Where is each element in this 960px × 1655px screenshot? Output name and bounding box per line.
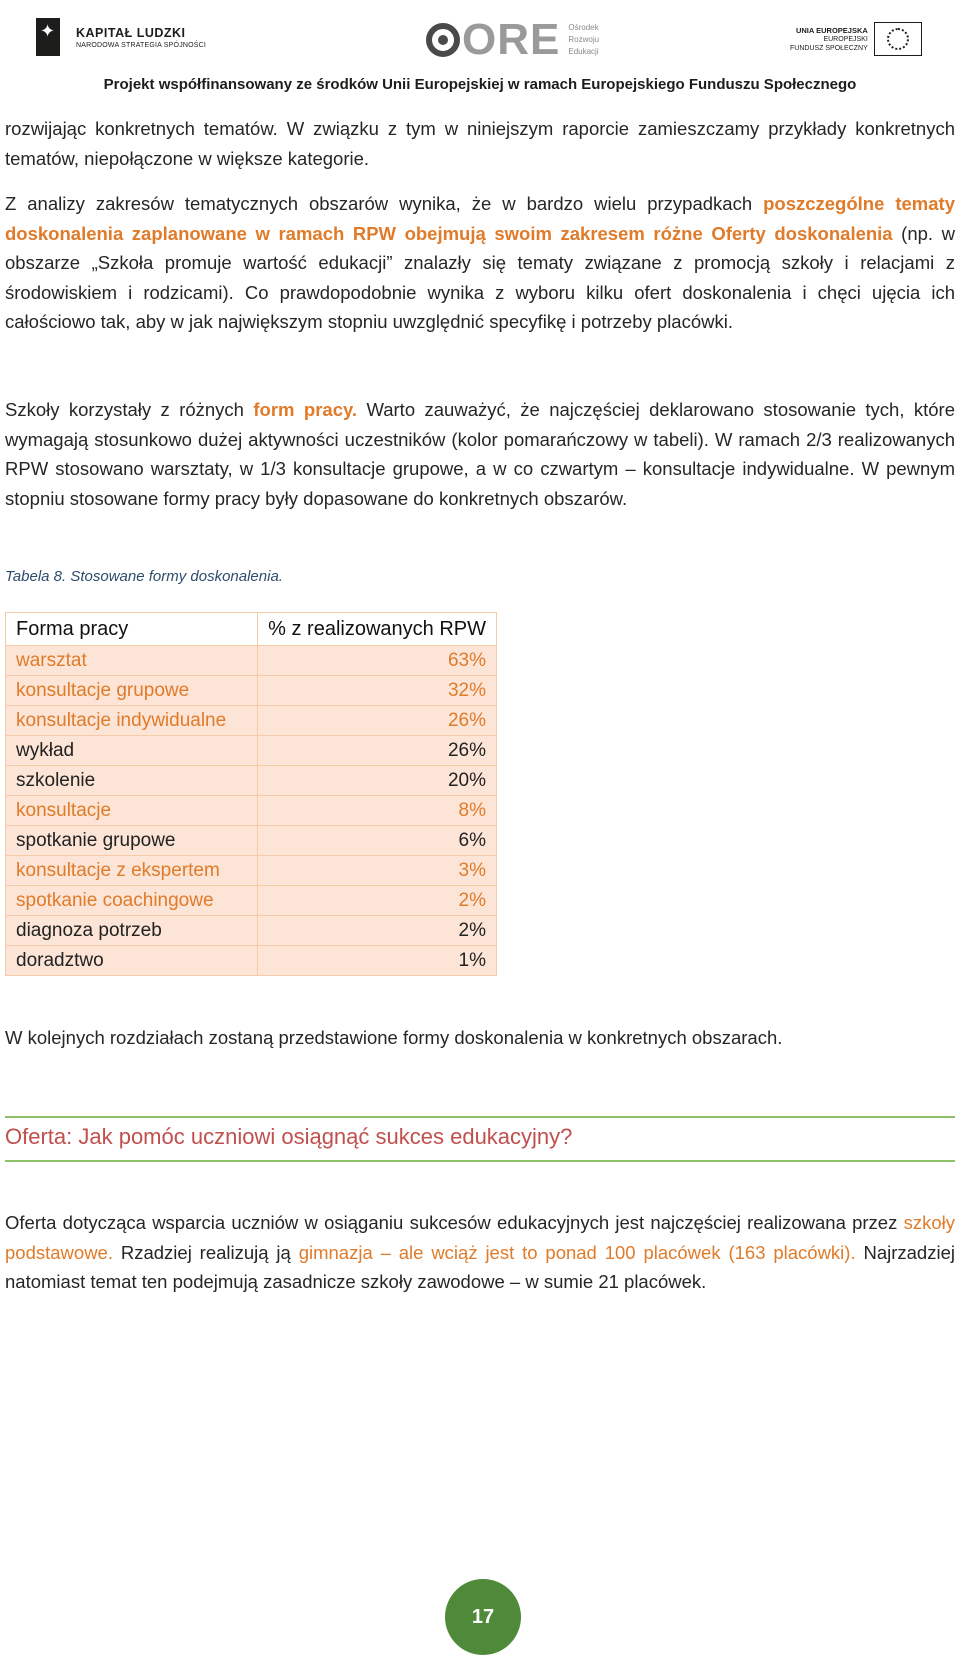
paragraph-2: Z analizy zakresów tematycznych obszarów wynika, że w bardzo wielu przypadkach poszczególne tematy doskonalenia zaplanowane w ramach RPW obejmują swoim zakresem różne Oferty doskonalenia (np. w obszarze „Szkoła promuje wartość edukacji” znalazły się tematy związane z promocją szkoły i relacjami z środowiskiem i rodzicami). Co prawdopodobnie wynika z wyboru kilku ofert doskonalenia i chęci ujęcia ich całościowo tak, aby w jak największym stopniu uwzględnić specyfikę i potrzeby placówki. xyxy=(5,193,955,332)
table-row xyxy=(6,886,497,916)
form-cell: spotkanie coachingowe xyxy=(6,886,258,916)
form-cell: diagnoza potrzeb xyxy=(6,916,258,946)
form-cell: konsultacje xyxy=(6,796,258,826)
percent-cell: 8% xyxy=(258,796,497,826)
highlight-text: szkoły podstawowe. xyxy=(5,1212,955,1263)
percent-cell: 3% xyxy=(258,856,497,886)
column-header-form: Forma pracy xyxy=(6,613,258,646)
table-row xyxy=(6,946,497,976)
form-cell: wykład xyxy=(6,736,258,766)
table-row xyxy=(6,796,497,826)
page-number-badge: 17 xyxy=(445,1579,521,1655)
percent-cell: 2% xyxy=(258,916,497,946)
percent-cell: 20% xyxy=(258,766,497,796)
table-caption: Tabela 8. Stosowane formy doskonalenia. xyxy=(5,568,283,585)
eu-logo-text: UNIA EUROPEJSKA EUROPEJSKI FUNDUSZ SPOŁECZNY xyxy=(790,25,868,52)
percent-cell: 6% xyxy=(258,826,497,856)
percent-cell: 26% xyxy=(258,736,497,766)
kl-logo-title: KAPITAŁ LUDZKI xyxy=(76,25,186,40)
section-heading: Oferta: Jak pomóc uczniowi osiągnąć sukces edukacyjny? xyxy=(5,1124,573,1149)
table-row xyxy=(6,676,497,706)
form-cell: szkolenie xyxy=(6,766,258,796)
percent-cell: 32% xyxy=(258,676,497,706)
paragraph-1: rozwijając konkretnych tematów. W związku z tym w niniejszym raporcie zamieszczamy przykłady konkretnych tematów, niepołączone w większe kategorie. xyxy=(5,118,955,169)
table-row xyxy=(6,736,497,766)
form-cell: konsultacje z ekspertem xyxy=(6,856,258,886)
work-forms-table xyxy=(5,612,497,976)
table-row xyxy=(6,766,497,796)
eu-logo xyxy=(790,22,922,56)
table-row xyxy=(6,856,497,886)
column-header-percent: % z realizowanych RPW xyxy=(258,613,497,646)
percent-cell: 26% xyxy=(258,706,497,736)
ore-logo xyxy=(426,15,600,64)
percent-cell: 2% xyxy=(258,886,497,916)
paragraph-3: Szkoły korzystały z różnych form pracy. Warto zauważyć, że najczęściej deklarowano stosowanie tych, które wymagają stosunkowo dużej aktywności uczestników (kolor pomarańczowy w tabeli). W ramach 2/3 realizowanych RPW stosowano warsztaty, w 1/3 konsultacje grupowe, a w co czwartym – konsultacje indywidualne. W pewnym stopniu stosowane formy pracy były dopasowane do konkretnych obszarów. xyxy=(5,399,955,509)
table-row xyxy=(6,826,497,856)
paragraph-4: W kolejnych rozdziałach zostaną przedstawione formy doskonalenia w konkretnych obszarach. xyxy=(5,1027,783,1048)
form-cell: warsztat xyxy=(6,646,258,676)
eu-flag-icon xyxy=(874,22,922,56)
table-row xyxy=(6,646,497,676)
project-funding-line: Projekt współfinansowany ze środków Unii Europejskiej w ramach Europejskiego Funduszu Społecznego xyxy=(103,76,857,93)
kapital-ludzki-emblem-icon: ✦ xyxy=(36,14,70,60)
section-rule-top xyxy=(5,1116,955,1118)
ore-circle-icon xyxy=(426,23,460,57)
highlight-text: poszczególne tematy doskonalenia zaplanowane w ramach RPW obejmują swoim zakresem różne Oferty doskonalenia xyxy=(5,193,955,244)
highlight-text: form pracy. xyxy=(253,399,358,420)
table-row xyxy=(6,706,497,736)
table-header-row xyxy=(6,613,497,646)
kapital-ludzki-logo xyxy=(36,14,206,60)
ore-logo-words: Ośrodek Rozwoju Edukacji xyxy=(568,23,600,56)
highlight-text: gimnazja – ale wciąż jest to ponad 100 placówek (163 placówki). xyxy=(298,1241,856,1263)
table-row xyxy=(6,916,497,946)
form-cell: spotkanie grupowe xyxy=(6,826,258,856)
ore-logo-text: ORE xyxy=(462,15,561,64)
percent-cell: 63% xyxy=(258,646,497,676)
form-cell: konsultacje indywidualne xyxy=(6,706,258,736)
kl-logo-subtitle: NARODOWA STRATEGIA SPÓJNOŚCI xyxy=(76,41,207,49)
page-header xyxy=(0,0,960,100)
percent-cell: 1% xyxy=(258,946,497,976)
paragraph-5: Oferta dotycząca wsparcia uczniów w osiąganiu sukcesów edukacyjnych jest najczęściej realizowana przez szkoły podstawowe. Rzadziej realizują ją gimnazja – ale wciąż jest to ponad 100 placówek (163 placówki). Najrzadziej natomiast temat ten podejmują zasadnicze szkoły zawodowe – w sumie 21 placówek. xyxy=(5,1212,955,1292)
form-cell: doradztwo xyxy=(6,946,258,976)
section-rule-bottom xyxy=(5,1160,955,1162)
form-cell: konsultacje grupowe xyxy=(6,676,258,706)
